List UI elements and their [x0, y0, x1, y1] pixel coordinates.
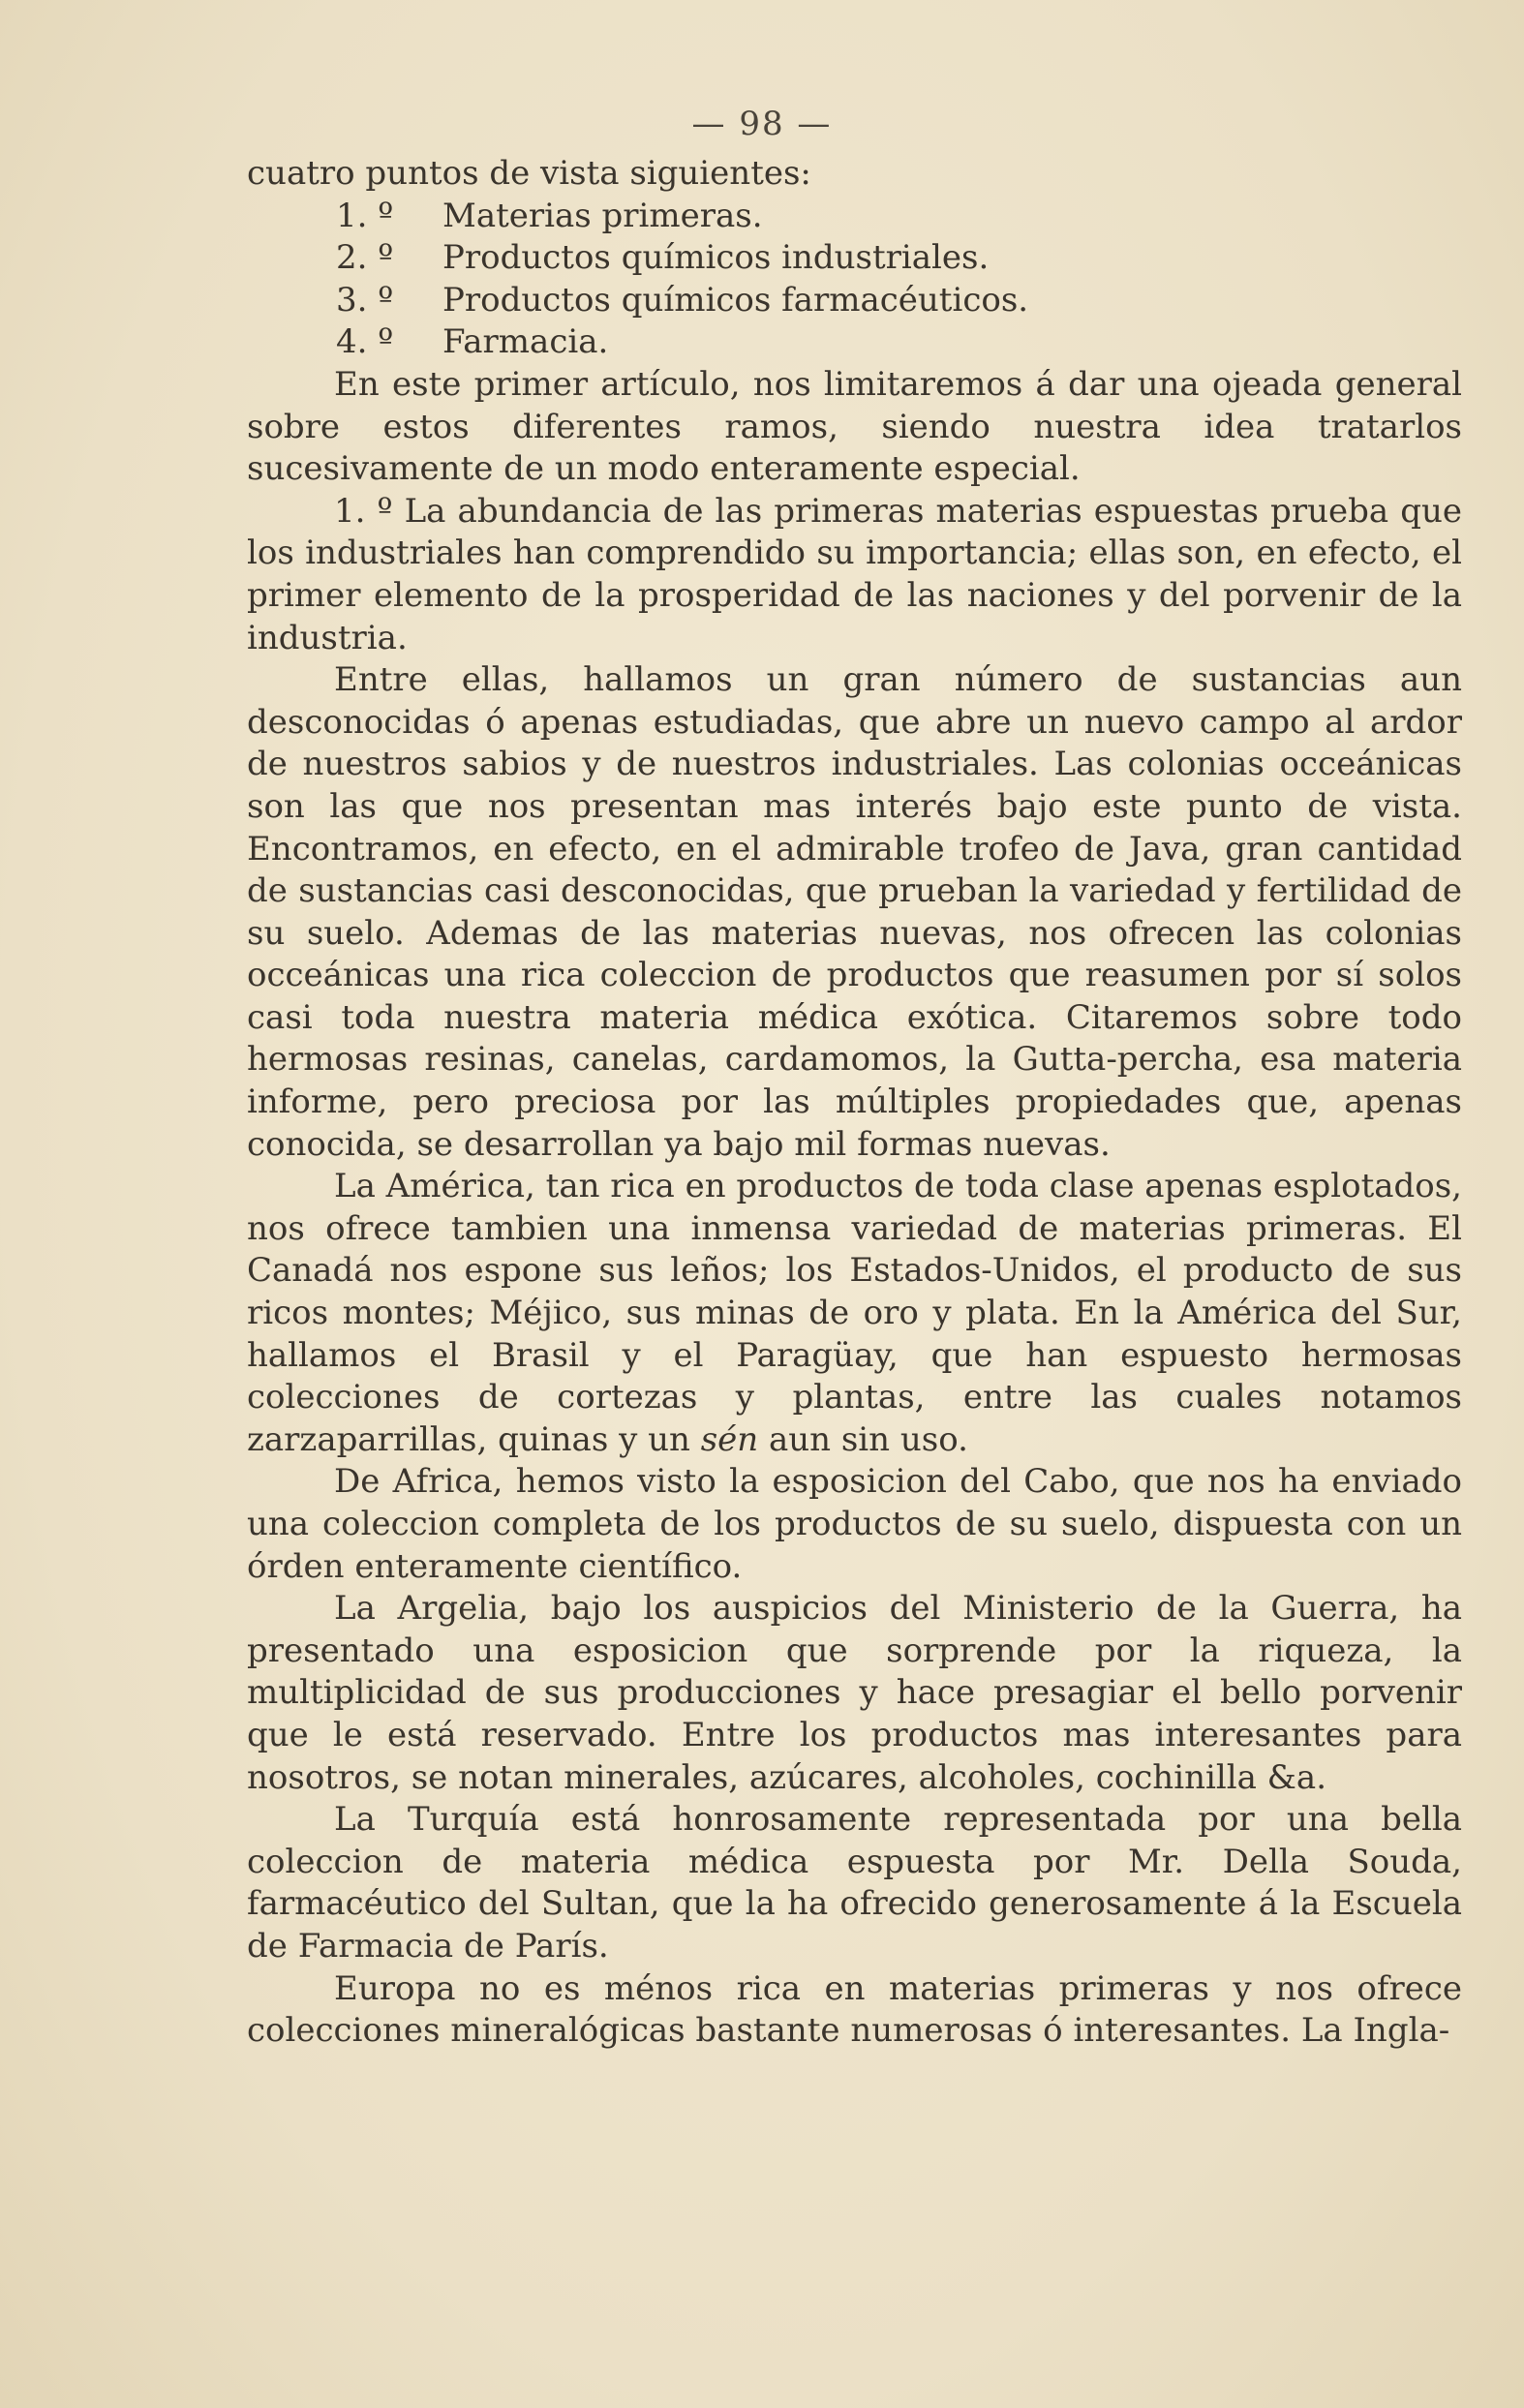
italic-word: sén: [700, 1419, 759, 1459]
paragraph: La Argelia, bajo los auspicios del Ministerio de la Guerra, ha presentado una esposicion que sorprende por la riqueza, la multiplicidad de sus producciones y hace presagiar el bello porvenir que le está reservado. Entre los productos mas interesantes para nosotros, se notan minerales, azúcares, alcoholes, cochinilla &a.: [247, 1589, 1462, 1797]
intro-line: cuatro puntos de vista siguientes:: [247, 154, 811, 193]
topic-list: [247, 196, 1462, 364]
list-item: [247, 321, 1462, 364]
paragraph-text: La América, tan rica en productos de toda clase apenas esplotados, nos ofrece tambien una inmensa variedad de materias primeras. El Canadá nos espone sus leños; los Estados-Unidos, el producto de sus ricos montes; Méjico, sus minas de oro y plata. En la América del Sur, hallamos el Brasil y el Paragüay, que han espuesto hermosas colecciones de cortezas y plantas, entre las cuales notamos zarzaparrillas, quinas y un: [247, 1167, 1462, 1459]
paragraph: La Turquía está honrosamente representada por una bella coleccion de materia médica espuesta por Mr. Della Souda, farmacéutico del Sultan, que la ha ofrecido generosamente á la Escuela de Farmacia de París.: [247, 1800, 1462, 1966]
list-number: 1. º: [336, 196, 394, 235]
list-text: Productos químicos industriales.: [442, 238, 990, 278]
paragraph: Entre ellas, hallamos un gran número de sustancias aun desconocidas ó apenas estudiadas, que abre un nuevo campo al ardor de nuestros sabios y de nuestros industriales. Las colonias occeánicas son las que nos presentan mas interés bajo este punto de vista. Encontramos, en efecto, en el admirable trofeo de Java, gran cantidad de sustancias casi desconocidas, que prueban la variedad y fertilidad de su suelo. Ademas de las materias nuevas, nos ofrecen las colonias occeánicas una rica coleccion de productos que reasumen por sí solos casi toda nuestra materia médica exótica. Citaremos sobre todo hermosas resinas, canelas, cardamomos, la Gutta-percha, esa materia informe, pero preciosa por las múltiples propiedades que, apenas conocida, se desarrollan ya bajo mil formas nuevas.: [247, 660, 1462, 1164]
paragraph: [247, 1166, 1462, 1461]
paragraph: De Africa, hemos visto la esposicion del Cabo, que nos ha enviado una coleccion completa de los productos de su suelo, dispuesta con un órden enteramente científico.: [247, 1462, 1462, 1586]
list-item: [247, 196, 1462, 238]
paragraph: En este primer artículo, nos limitaremos á dar una ojeada general sobre estos diferentes ramos, siendo nuestra idea tratarlos sucesivamente de un modo enteramente especial.: [247, 364, 1462, 489]
list-number: 3. º: [336, 280, 394, 320]
paragraph-text: aun sin uso.: [768, 1419, 968, 1459]
list-text: Productos químicos farmacéuticos.: [442, 280, 1029, 320]
page-body: [247, 153, 1462, 2053]
list-item: [247, 237, 1462, 280]
list-text: Farmacia.: [442, 322, 609, 362]
list-number: 4. º: [336, 322, 394, 362]
list-text: Materias primeras.: [442, 196, 763, 235]
paragraph: 1. º La abundancia de las primeras materias espuestas prueba que los industriales han comprendido su importancia; ellas son, en efecto, el primer elemento de la prosperidad de las naciones y del porvenir de la industria.: [247, 491, 1462, 657]
list-number: 2. º: [336, 238, 394, 278]
paragraph: Europa no es ménos rica en materias primeras y nos ofrece colecciones mineralógicas bastante numerosas ó interesantes. La Ingla-: [247, 1968, 1462, 2051]
page-number: — 98 —: [691, 105, 833, 143]
list-item: [247, 280, 1462, 322]
